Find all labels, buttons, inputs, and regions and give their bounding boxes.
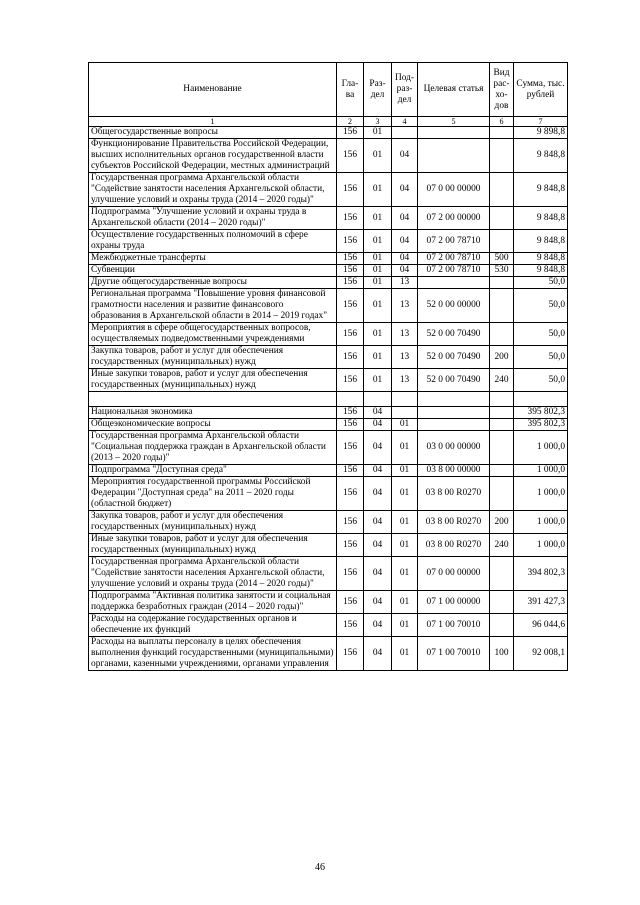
row-razdel: 04	[364, 431, 392, 465]
row-razdel: 04	[364, 591, 392, 614]
row-target	[418, 127, 490, 139]
row-vid: 200	[490, 511, 514, 534]
row-razdel: 01	[364, 323, 392, 346]
col-number: 5	[418, 117, 490, 127]
row-glava: 156	[337, 369, 364, 392]
row-glava: 156	[337, 230, 364, 253]
col-number: 1	[89, 117, 337, 127]
row-glava: 156	[337, 419, 364, 431]
row-razdel: 01	[364, 346, 392, 369]
row-target: 07 0 00 00000	[418, 173, 490, 207]
row-target: 07 1 00 00000	[418, 591, 490, 614]
row-sum: 9 848,8	[514, 253, 568, 265]
row-target	[418, 419, 490, 431]
header-podrazdel: Под-раз-дел	[392, 63, 418, 117]
row-glava	[337, 392, 364, 407]
row-name: Общегосударственные вопросы	[89, 127, 337, 139]
row-name: Мероприятия в сфере общегосударственных вопросов, осуществляемых подведомственными учреждениями	[89, 323, 337, 346]
table-row	[89, 419, 568, 431]
table-row	[89, 369, 568, 392]
row-name: Расходы на содержание государственных органов и обеспечение их функций	[89, 614, 337, 637]
row-sum: 394 802,3	[514, 557, 568, 591]
column-number-row	[89, 117, 568, 127]
row-sum: 50,0	[514, 346, 568, 369]
header-row	[89, 63, 568, 117]
row-glava: 156	[337, 323, 364, 346]
row-razdel: 01	[364, 277, 392, 289]
row-vid: 240	[490, 369, 514, 392]
row-target: 07 2 00 78710	[418, 230, 490, 253]
row-sum: 50,0	[514, 277, 568, 289]
row-name: Закупка товаров, работ и услуг для обеспечения государственных (муниципальных) нужд	[89, 346, 337, 369]
row-target: 52 0 00 70490	[418, 346, 490, 369]
row-glava: 156	[337, 289, 364, 323]
row-vid	[490, 289, 514, 323]
row-vid	[490, 323, 514, 346]
table-row	[89, 557, 568, 591]
row-vid: 200	[490, 346, 514, 369]
row-sum: 96 044,6	[514, 614, 568, 637]
row-name: Государственная программа Архангельской области "Социальная поддержка граждан в Архангельской области (2013 – 2020 годы)"	[89, 431, 337, 465]
row-target: 07 1 00 70010	[418, 637, 490, 671]
table-row	[89, 465, 568, 477]
row-target	[418, 407, 490, 419]
page-number: 46	[315, 862, 325, 873]
row-name: Подпрограмма "Улучшение условий и охраны труда в Архангельской области (2014 – 2020 годы)"	[89, 207, 337, 230]
row-sum: 395 802,3	[514, 407, 568, 419]
row-target: 07 2 00 78710	[418, 265, 490, 277]
row-glava: 156	[337, 557, 364, 591]
table-row	[89, 173, 568, 207]
row-vid	[490, 277, 514, 289]
row-glava: 156	[337, 511, 364, 534]
row-razdel: 04	[364, 477, 392, 511]
row-razdel: 04	[364, 637, 392, 671]
header-sum: Сумма, тыс. рублей	[514, 63, 568, 117]
row-razdel: 01	[364, 253, 392, 265]
row-podrazdel: 04	[392, 265, 418, 277]
col-number: 2	[337, 117, 364, 127]
row-name: Государственная программа Архангельской области "Содействие занятости населения Архангельской области, улучшение условий и охраны труда (2014 – 2020 годы)"	[89, 173, 337, 207]
row-sum: 1 000,0	[514, 431, 568, 465]
row-razdel: 01	[364, 139, 392, 173]
row-vid	[490, 139, 514, 173]
row-glava: 156	[337, 265, 364, 277]
row-podrazdel: 01	[392, 534, 418, 557]
row-vid	[490, 431, 514, 465]
table-row	[89, 407, 568, 419]
row-name: Иные закупки товаров, работ и услуг для обеспечения государственных (муниципальных) нужд	[89, 534, 337, 557]
row-razdel	[364, 392, 392, 407]
row-target: 03 8 00 R0270	[418, 477, 490, 511]
row-target: 07 2 00 78710	[418, 253, 490, 265]
row-name: Расходы на выплаты персоналу в целях обеспечения выполнения функций государственными (муниципальными) органами, казенными учреждениями, органами управления	[89, 637, 337, 671]
row-vid	[490, 392, 514, 407]
row-target: 03 8 00 R0270	[418, 511, 490, 534]
row-podrazdel: 01	[392, 419, 418, 431]
header-razdel: Раз-дел	[364, 63, 392, 117]
row-name: Национальная экономика	[89, 407, 337, 419]
row-target: 52 0 00 00000	[418, 289, 490, 323]
row-name: Иные закупки товаров, работ и услуг для обеспечения государственных (муниципальных) нужд	[89, 369, 337, 392]
row-glava: 156	[337, 207, 364, 230]
row-podrazdel: 04	[392, 230, 418, 253]
row-name: Межбюджетные трансферты	[89, 253, 337, 265]
row-podrazdel: 13	[392, 323, 418, 346]
row-vid	[490, 407, 514, 419]
row-glava: 156	[337, 127, 364, 139]
table-row	[89, 253, 568, 265]
row-sum: 92 008,1	[514, 637, 568, 671]
row-target	[418, 139, 490, 173]
row-razdel: 01	[364, 207, 392, 230]
row-glava: 156	[337, 465, 364, 477]
row-name: Подпрограмма "Доступная среда"	[89, 465, 337, 477]
row-sum: 1 000,0	[514, 511, 568, 534]
row-vid: 240	[490, 534, 514, 557]
row-razdel: 04	[364, 534, 392, 557]
row-name: Региональная программа "Повышение уровня финансовой грамотности населения и развитие финансового образования в Архангельской области в 2014 – 2019 годах"	[89, 289, 337, 323]
row-sum: 391 427,3	[514, 591, 568, 614]
row-sum: 50,0	[514, 369, 568, 392]
row-vid	[490, 127, 514, 139]
row-podrazdel: 13	[392, 369, 418, 392]
table-row	[89, 139, 568, 173]
row-vid	[490, 207, 514, 230]
header-glava: Гла-ва	[337, 63, 364, 117]
row-podrazdel: 01	[392, 557, 418, 591]
row-target: 03 8 00 R0270	[418, 534, 490, 557]
row-vid	[490, 230, 514, 253]
table-row	[89, 431, 568, 465]
row-glava: 156	[337, 407, 364, 419]
row-podrazdel: 13	[392, 346, 418, 369]
row-sum: 395 802,3	[514, 419, 568, 431]
row-vid	[490, 591, 514, 614]
row-name: Мероприятия государственной программы Российской Федерации "Доступная среда" на 2011 – 2020 годы (областной бюджет)	[89, 477, 337, 511]
row-razdel: 01	[364, 265, 392, 277]
row-razdel: 04	[364, 614, 392, 637]
row-podrazdel: 04	[392, 253, 418, 265]
row-podrazdel: 13	[392, 277, 418, 289]
row-target: 03 8 00 00000	[418, 465, 490, 477]
row-glava: 156	[337, 277, 364, 289]
table-row	[89, 323, 568, 346]
row-name: Осуществление государственных полномочий в сфере охраны труда	[89, 230, 337, 253]
table-row	[89, 207, 568, 230]
row-glava: 156	[337, 591, 364, 614]
row-name: Государственная программа Архангельской области "Содействие занятости населения Архангельской области, улучшение условий и охраны труда (2014 – 2020 годы)"	[89, 557, 337, 591]
row-razdel: 04	[364, 465, 392, 477]
row-razdel: 04	[364, 557, 392, 591]
row-vid	[490, 614, 514, 637]
table-row	[89, 637, 568, 671]
row-name: Функционирование Правительства Российской Федерации, высших исполнительных органов государственной власти субъектов Российской Федерации, местных администраций	[89, 139, 337, 173]
table-row	[89, 511, 568, 534]
row-target: 07 0 00 00000	[418, 557, 490, 591]
row-podrazdel: 01	[392, 477, 418, 511]
row-glava: 156	[337, 346, 364, 369]
row-vid: 500	[490, 253, 514, 265]
row-sum: 1 000,0	[514, 465, 568, 477]
header-name: Наименование	[89, 63, 337, 117]
row-glava: 156	[337, 139, 364, 173]
row-razdel: 01	[364, 230, 392, 253]
budget-table	[88, 62, 568, 671]
row-name: Закупка товаров, работ и услуг для обеспечения государственных (муниципальных) нужд	[89, 511, 337, 534]
table-row	[89, 477, 568, 511]
row-razdel: 04	[364, 419, 392, 431]
table-row	[89, 392, 568, 407]
row-glava: 156	[337, 173, 364, 207]
row-razdel: 04	[364, 407, 392, 419]
row-glava: 156	[337, 534, 364, 557]
row-glava: 156	[337, 253, 364, 265]
row-sum: 50,0	[514, 289, 568, 323]
row-vid: 100	[490, 637, 514, 671]
row-sum: 1 000,0	[514, 477, 568, 511]
row-podrazdel	[392, 127, 418, 139]
row-podrazdel: 01	[392, 511, 418, 534]
row-target	[418, 277, 490, 289]
row-sum: 9 848,8	[514, 139, 568, 173]
table-row	[89, 614, 568, 637]
table-row	[89, 127, 568, 139]
row-target: 52 0 00 70490	[418, 323, 490, 346]
row-podrazdel: 04	[392, 173, 418, 207]
row-target	[418, 392, 490, 407]
row-razdel: 04	[364, 511, 392, 534]
table-row	[89, 265, 568, 277]
row-name	[89, 392, 337, 407]
row-podrazdel	[392, 392, 418, 407]
row-podrazdel: 01	[392, 431, 418, 465]
row-razdel: 01	[364, 289, 392, 323]
row-glava: 156	[337, 477, 364, 511]
row-glava: 156	[337, 614, 364, 637]
row-podrazdel: 13	[392, 289, 418, 323]
row-name: Другие общегосударственные вопросы	[89, 277, 337, 289]
row-vid	[490, 419, 514, 431]
col-number: 7	[514, 117, 568, 127]
table-row	[89, 289, 568, 323]
row-razdel: 01	[364, 369, 392, 392]
row-name: Подпрограмма "Активная политика занятости и социальная поддержка безработных граждан (2014 – 2020 годы)"	[89, 591, 337, 614]
row-podrazdel: 01	[392, 614, 418, 637]
row-razdel: 01	[364, 173, 392, 207]
row-target: 03 0 00 00000	[418, 431, 490, 465]
table-row	[89, 230, 568, 253]
col-number: 4	[392, 117, 418, 127]
row-sum: 50,0	[514, 323, 568, 346]
col-number: 3	[364, 117, 392, 127]
row-vid	[490, 173, 514, 207]
row-name: Общеэкономические вопросы	[89, 419, 337, 431]
table-row	[89, 534, 568, 557]
header-target: Целевая статья	[418, 63, 490, 117]
row-target: 07 2 00 00000	[418, 207, 490, 230]
row-podrazdel: 04	[392, 139, 418, 173]
table-row	[89, 277, 568, 289]
row-razdel: 01	[364, 127, 392, 139]
row-sum: 9 848,8	[514, 173, 568, 207]
row-vid: 530	[490, 265, 514, 277]
row-podrazdel: 04	[392, 207, 418, 230]
row-glava: 156	[337, 637, 364, 671]
row-sum: 9 848,8	[514, 265, 568, 277]
table-row	[89, 346, 568, 369]
row-vid	[490, 557, 514, 591]
row-sum	[514, 392, 568, 407]
row-podrazdel	[392, 407, 418, 419]
header-vid: Вид рас-хо-дов	[490, 63, 514, 117]
row-glava: 156	[337, 431, 364, 465]
row-podrazdel: 01	[392, 591, 418, 614]
row-podrazdel: 01	[392, 465, 418, 477]
row-name: Субвенции	[89, 265, 337, 277]
row-sum: 9 898,8	[514, 127, 568, 139]
row-podrazdel: 01	[392, 637, 418, 671]
row-vid	[490, 465, 514, 477]
table-row	[89, 591, 568, 614]
row-target: 52 0 00 70490	[418, 369, 490, 392]
row-vid	[490, 477, 514, 511]
table-body	[89, 127, 568, 671]
row-sum: 9 848,8	[514, 207, 568, 230]
col-number: 6	[490, 117, 514, 127]
row-sum: 9 848,8	[514, 230, 568, 253]
row-target: 07 1 00 70010	[418, 614, 490, 637]
row-sum: 1 000,0	[514, 534, 568, 557]
